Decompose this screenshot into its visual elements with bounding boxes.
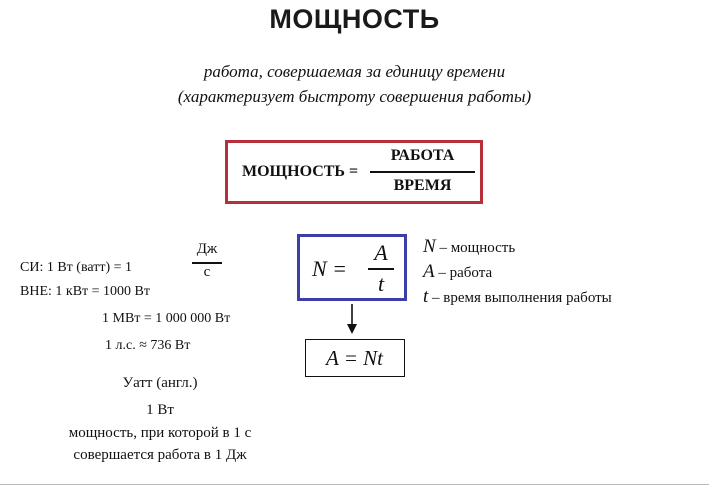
vne-unit-row: ВНЕ: 1 кВт = 1000 Вт <box>20 284 150 299</box>
watt-note-definition-2: совершается работа в 1 Дж <box>73 447 247 463</box>
word-formula-numerator: РАБОТА <box>390 147 455 164</box>
main-formula-box <box>297 234 407 301</box>
derived-formula: A = Nt <box>326 346 383 370</box>
si-unit-numerator: Дж <box>196 241 218 257</box>
word-formula-denominator: ВРЕМЯ <box>393 177 452 194</box>
word-formula-lhs: МОЩНОСТЬ = <box>242 163 359 180</box>
legend-symbol: A <box>423 261 435 282</box>
page-title: МОЩНОСТЬ <box>269 4 440 34</box>
si-unit-row <box>20 260 132 276</box>
main-formula-numerator: A <box>374 240 388 265</box>
legend-item <box>423 261 492 283</box>
word-formula-box <box>225 140 483 204</box>
legend-text: – работа <box>438 265 493 281</box>
derived-formula-box <box>305 339 405 377</box>
legend-item <box>423 236 515 258</box>
word-formula-fraction-line <box>370 171 475 173</box>
megawatt-row: 1 МВт = 1 000 000 Вт <box>102 311 231 326</box>
main-formula-fraction-line <box>368 268 394 270</box>
watt-note-origin: Уатт (англ.) <box>122 375 198 391</box>
definition-line-2: (характеризует быстроту совершения работы) <box>177 87 532 106</box>
definition-line-1: работа, совершаемая за единицу времени <box>203 62 506 81</box>
legend-symbol: N <box>423 236 436 257</box>
main-formula-denominator: t <box>377 271 385 296</box>
legend-text: – мощность <box>439 240 516 256</box>
legend-symbol: t <box>423 286 429 307</box>
legend-item <box>423 286 612 308</box>
watt-note-definition-1: мощность, при которой в 1 с <box>68 425 252 441</box>
si-unit-label: СИ: 1 Вт (ватт) = 1 <box>20 260 133 275</box>
bottom-divider <box>0 484 709 485</box>
legend-text: – время выполнения работы <box>432 290 612 306</box>
si-unit-denominator: с <box>203 264 211 280</box>
main-formula-lhs: N = <box>312 256 348 281</box>
down-arrow-icon <box>344 304 360 336</box>
horsepower-row: 1 л.с. ≈ 736 Вт <box>105 338 191 353</box>
watt-note-unit: 1 Вт <box>146 402 174 418</box>
